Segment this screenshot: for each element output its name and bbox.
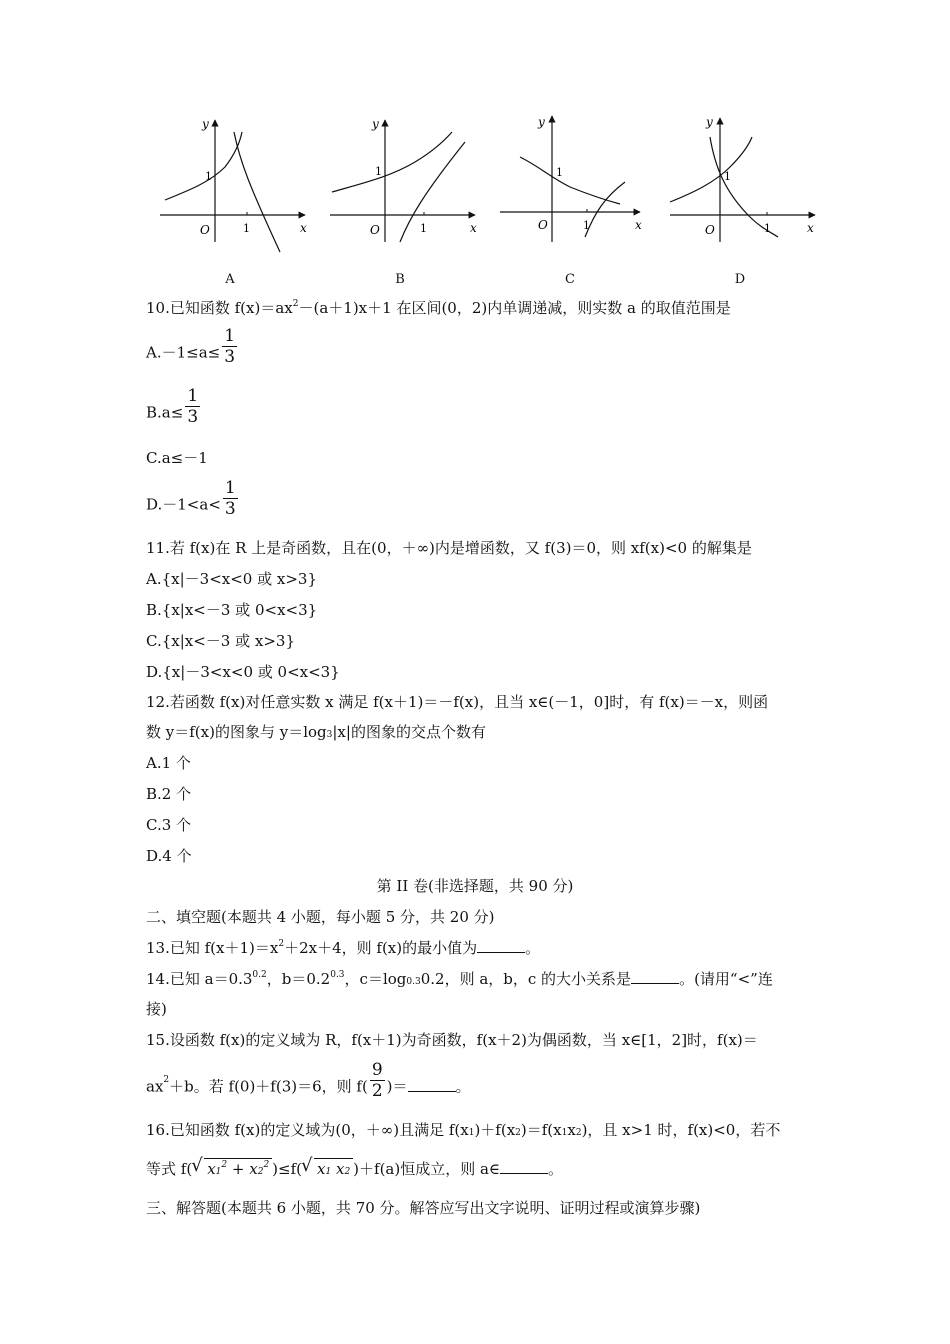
x-label: x — [807, 221, 814, 235]
q10-option-b: B.a≤ $\frac{1}{3}$ — [146, 386, 199, 427]
x-label: x — [300, 221, 307, 235]
tick-y: 1 — [724, 170, 731, 183]
tick-x: 1 — [420, 222, 427, 235]
fraction: $\frac{1}{3}$ — [224, 326, 236, 367]
y-label: y — [372, 117, 379, 131]
origin-label: O — [705, 223, 715, 237]
q10-option-a: A.－1≤a≤ $\frac{1}{3}$ — [146, 326, 236, 367]
section3-heading: 三、解答题(本题共 6 小题，共 70 分。解答应写出文字说明、证明过程或演算步骤) — [146, 1199, 701, 1217]
q12-option-d: D.4 个 — [146, 847, 192, 865]
q10-option-d: D.－1<a< $\frac{1}{3}$ — [146, 478, 236, 519]
q12-option-a: A.1 个 — [146, 754, 191, 772]
q15-line2: $ax^2+b$。若 f(0)＋f(3)＝6，则 f( $\frac{9}{2}$ )＝ 。 — [146, 1060, 471, 1101]
graph-c-plot — [490, 112, 650, 272]
answer-blank — [408, 1077, 456, 1092]
graph-d-label: D — [734, 272, 746, 287]
tick-y: 1 — [556, 166, 563, 179]
origin-label: O — [538, 218, 548, 232]
graph-c-label: C — [565, 272, 575, 287]
q16-line1: 16.已知函数 f(x)的定义域为(0，＋∞)且满足 $f(x_1)+f(x_2)=f(x_1x_2)$，且 x>1 时，f(x)<0，若不 — [146, 1121, 781, 1139]
q11-option-d: D.{x|－3<x<0 或 0<x<3} — [146, 663, 340, 681]
q10-stem: 10.已知函数 $f(x)=ax^2-(a+1)x+1$ 在区间(0，2)内单调递减，则实数 a 的取值范围是 — [146, 299, 731, 317]
graph-a — [150, 112, 310, 292]
q14-line1: 14.已知 $a=0.3^{0.2}$，$b=0.2^{0.3}$，$c=\log_{0.3}0.2$，则 a，b，c 的大小关系是 。(请用“<”连 — [146, 970, 773, 988]
graph-a-plot — [150, 112, 310, 272]
graph-b-plot — [320, 112, 480, 272]
answer-blank — [477, 938, 525, 953]
q12-stem-line2: 数 y＝f(x)的图象与 $y=\log_3|x|$的图象的交点个数有 — [146, 723, 486, 741]
part2-title: 第 II 卷(非选择题，共 90 分) — [376, 877, 574, 895]
tick-x: 1 — [583, 219, 590, 232]
tick-x: 1 — [243, 222, 250, 235]
radical-product: √ $x_1$ $x_2$ — [314, 1158, 353, 1179]
q10-option-c: C.a≤－1 — [146, 449, 208, 467]
q12-option-b: B.2 个 — [146, 785, 192, 803]
graph-d — [660, 112, 820, 292]
origin-label: O — [200, 223, 210, 237]
fraction: $\frac{1}{3}$ — [224, 478, 236, 519]
graph-d-plot — [660, 112, 820, 272]
curve-lower — [400, 142, 465, 242]
curve-decreasing — [234, 132, 280, 252]
origin-label: O — [370, 223, 380, 237]
curve-increasing — [585, 182, 625, 237]
q16-line2: 等式 f(√ $x_1^2 + x_2^2$ )≤f(√ $x_1$ $x_2$ )＋f(a)恒成立，则 a∈ 。 — [146, 1158, 820, 1179]
answer-blank — [631, 969, 679, 984]
x-label: x — [635, 218, 642, 232]
x-label: x — [470, 221, 477, 235]
q11-option-c: C.{x|x<－3 或 x>3} — [146, 632, 295, 650]
tick-x: 1 — [764, 222, 771, 235]
q15-line1: 15.设函数 f(x)的定义域为 R，f(x＋1)为奇函数，f(x＋2)为偶函数，当 x∈[1，2]时，f(x)＝ — [146, 1031, 758, 1049]
y-label: y — [202, 117, 209, 131]
q13: 13.已知 $f(x+1)=x^2+2x+4$，则 f(x)的最小值为 。 — [146, 939, 541, 957]
fraction: $\frac{1}{3}$ — [187, 386, 199, 427]
tick-y: 1 — [205, 170, 212, 183]
q11-stem: 11.若 f(x)在 R 上是奇函数，且在(0，＋∞)内是增函数，又 f(3)＝0，则 xf(x)<0 的解集是 — [146, 539, 752, 557]
graph-c — [490, 112, 650, 292]
curve-increasing — [670, 137, 752, 202]
graph-b — [320, 112, 480, 292]
answer-blank — [500, 1159, 548, 1174]
radical-sum-squares: √ $x_1^2 + x_2^2$ — [204, 1158, 272, 1179]
q14-line2: 接) — [146, 1000, 167, 1018]
tick-y: 1 — [375, 165, 382, 178]
y-label: y — [538, 115, 545, 129]
curve-decreasing — [520, 157, 620, 204]
q12-option-c: C.3 个 — [146, 816, 192, 834]
graph-a-label: A — [225, 272, 235, 287]
graph-b-label: B — [395, 272, 405, 287]
y-label: y — [706, 115, 713, 129]
section2-heading: 二、填空题(本题共 4 小题，每小题 5 分，共 20 分) — [146, 908, 495, 926]
fraction: $\frac{9}{2}$ — [371, 1060, 383, 1101]
q12-stem-line1: 12.若函数 f(x)对任意实数 x 满足 f(x＋1)＝－f(x)，且当 x∈(－1，0]时，有 f(x)＝－x，则函 — [146, 693, 769, 711]
answer-graphs — [150, 112, 820, 292]
curve-increasing — [165, 132, 242, 200]
q11-option-a: A.{x|－3<x<0 或 x>3} — [146, 570, 317, 588]
q11-option-b: B.{x|x<－3 或 0<x<3} — [146, 601, 318, 619]
